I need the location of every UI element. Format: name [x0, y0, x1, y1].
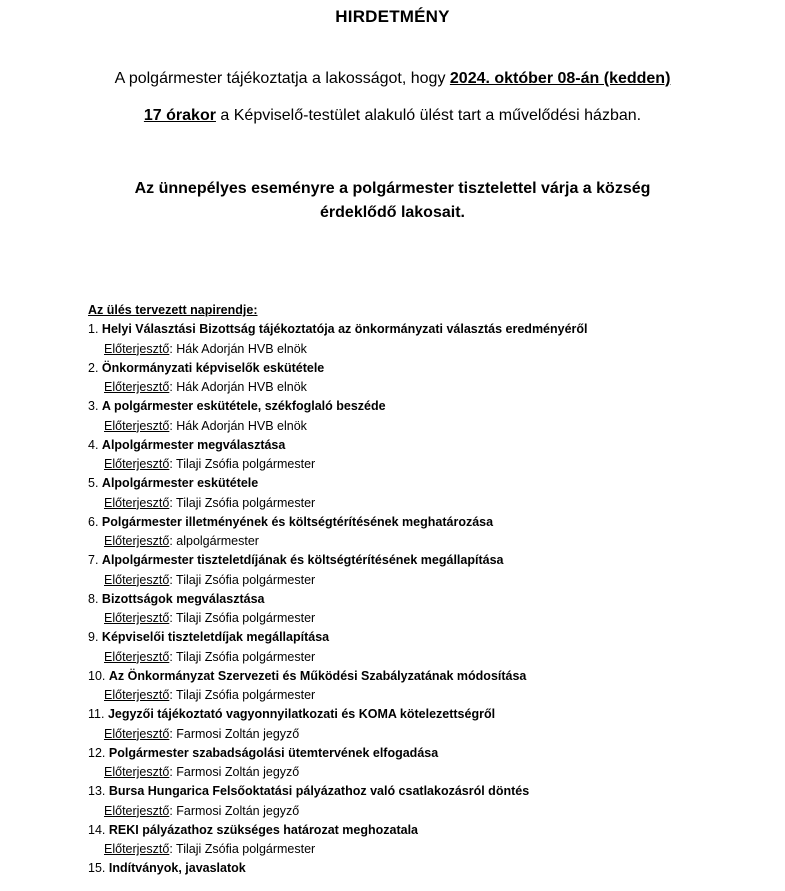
agenda-item-presenter: Előterjesztő: Hák Adorján HVB elnök [104, 418, 307, 433]
presenter-name: Hák Adorján HVB elnök [176, 341, 307, 356]
agenda-section [88, 302, 768, 879]
agenda-list [88, 320, 768, 879]
presenter-name: Tilaji Zsófia polgármester [176, 495, 316, 510]
agenda-item-number: 15. [88, 861, 106, 875]
agenda-item-number: 10. [88, 668, 106, 683]
agenda-item-presenter: Előterjesztő: Farmosi Zoltán jegyző [104, 803, 300, 818]
presenter-name: Hák Adorján HVB elnök [176, 380, 307, 394]
presenter-label: Előterjesztő [104, 572, 170, 587]
agenda-item [88, 551, 768, 590]
agenda-item [88, 744, 768, 783]
agenda-item-title [88, 705, 768, 725]
agenda-item-presenter: Előterjesztő: alpolgármester [104, 534, 259, 548]
agenda-item-text: Alpolgármester eskütétele [101, 476, 259, 490]
agenda-item-number: 3. [88, 399, 99, 413]
intro-line-1 [0, 70, 785, 88]
agenda-item [88, 667, 768, 706]
agenda-item-presenter: Előterjesztő: Tilaji Zsófia polgármester [104, 688, 316, 702]
agenda-item-number: 5. [88, 476, 99, 490]
agenda-item-number: 7. [88, 553, 99, 567]
agenda-item-presenter: Előterjesztő: Tilaji Zsófia polgármester [104, 572, 316, 587]
agenda-item [88, 320, 768, 359]
agenda-item [88, 474, 768, 513]
agenda-item-text: Jegyzői tájékoztató vagyonnyilatkozati és KOMA kötelezettségről [107, 707, 496, 721]
agenda-item-text: Bursa Hungarica Felsőoktatási pályázathoz való csatlakozásról döntés [108, 784, 530, 798]
presenter-name: Tilaji Zsófia polgármester [176, 649, 316, 664]
presenter-name: Farmosi Zoltán jegyző [176, 726, 300, 741]
presenter-name: Tilaji Zsófia polgármester [176, 572, 316, 587]
agenda-item-text: Helyi Választási Bizottság tájékoztatója az önkormányzati választás eredményéről [101, 322, 588, 336]
presenter-name: Tilaji Zsófia polgármester [176, 688, 316, 702]
agenda-item-title [88, 397, 768, 417]
agenda-item-number: 14. [88, 822, 106, 837]
agenda-item-title [88, 551, 768, 571]
agenda-item [88, 436, 768, 475]
agenda-item-text: Az Önkormányzat Szervezeti és Működési Szabályzatának módosítása [108, 668, 527, 683]
agenda-item [88, 782, 768, 821]
agenda-item-title [88, 474, 768, 494]
agenda-item-title [88, 359, 768, 379]
presenter-name: Tilaji Zsófia polgármester [176, 842, 316, 856]
agenda-item-number: 6. [88, 514, 99, 529]
agenda-item-title [88, 667, 768, 687]
agenda-item-number: 4. [88, 437, 99, 452]
agenda-item-title [88, 590, 768, 610]
agenda-item-title [88, 782, 768, 802]
agenda-item-text: Alpolgármester tiszteletdíjának és költségtérítésének megállapítása [101, 553, 504, 567]
agenda-item-text: Polgármester szabadságolási ütemtervének elfogadása [108, 745, 439, 760]
presenter-label: Előterjesztő [104, 649, 170, 664]
agenda-item [88, 705, 768, 744]
agenda-item [88, 821, 768, 860]
presenter-name: Tilaji Zsófia polgármester [176, 611, 316, 625]
agenda-item-presenter: Előterjesztő: Tilaji Zsófia polgármester [104, 495, 316, 510]
intro-line-1-text: A polgármester tájékoztatja a lakosságot, hogy [114, 70, 450, 87]
agenda-item-title [88, 628, 768, 648]
agenda-heading: Az ülés tervezett napirendje: [88, 303, 258, 317]
agenda-item-text: Alpolgármester megválasztása [101, 437, 286, 452]
presenter-label: Előterjesztő [104, 803, 170, 818]
agenda-item-text: A polgármester eskütétele, székfoglaló beszéde [101, 399, 386, 413]
presenter-label: Előterjesztő [104, 380, 170, 394]
agenda-item-text: Bizottságok megválasztása [101, 591, 265, 606]
agenda-item-title [88, 744, 768, 764]
presenter-label: Előterjesztő [104, 495, 170, 510]
presenter-name: alpolgármester [176, 534, 259, 548]
presenter-label: Előterjesztő [104, 726, 170, 741]
agenda-item-number: 1. [88, 322, 99, 336]
presenter-label: Előterjesztő [104, 688, 170, 702]
presenter-label: Előterjesztő [104, 341, 170, 356]
agenda-item-number: 9. [88, 630, 99, 644]
presenter-name: Tilaji Zsófia polgármester [176, 457, 316, 471]
meeting-time: 17 órakor [143, 107, 216, 124]
presenter-name: Hák Adorján HVB elnök [176, 418, 307, 433]
presenter-label: Előterjesztő [104, 765, 170, 779]
meeting-date: 2024. október 08-án (kedden) [449, 70, 671, 87]
agenda-item-presenter: Előterjesztő: Tilaji Zsófia polgármester [104, 611, 316, 625]
agenda-item-title [88, 859, 768, 879]
agenda-item-text: Polgármester illetményének és költségtérítésének meghatározása [101, 514, 494, 529]
presenter-name: Farmosi Zoltán jegyző [176, 803, 300, 818]
agenda-item [88, 859, 768, 879]
agenda-item-title [88, 320, 768, 340]
presenter-label: Előterjesztő [104, 842, 170, 856]
agenda-item-number: 12. [88, 745, 106, 760]
agenda-item [88, 628, 768, 667]
agenda-item-number: 8. [88, 591, 99, 606]
closing-line-2: érdeklődő lakosait. [320, 204, 465, 221]
intro-line-2-text: a Képviselő-testület alakuló ülést tart a művelődési házban. [215, 107, 642, 124]
presenter-name: Farmosi Zoltán jegyző [176, 765, 300, 779]
agenda-item-presenter: Előterjesztő: Hák Adorján HVB elnök [104, 341, 307, 356]
presenter-label: Előterjesztő [104, 418, 170, 433]
agenda-item-title [88, 821, 768, 841]
agenda-item-number: 13. [88, 784, 106, 798]
document-title: HIRDETMÉNY [335, 7, 450, 26]
agenda-item-text: REKI pályázathoz szükséges határozat meghozatala [108, 822, 418, 837]
agenda-item-presenter: Előterjesztő: Farmosi Zoltán jegyző [104, 726, 300, 741]
agenda-item-number: 2. [88, 360, 99, 375]
agenda-item-presenter: Előterjesztő: Hák Adorján HVB elnök [104, 380, 307, 394]
agenda-item [88, 590, 768, 629]
closing-line-1: Az ünnepélyes eseményre a polgármester tisztelettel várja a község [134, 180, 651, 197]
agenda-item-title [88, 513, 768, 533]
presenter-label: Előterjesztő [104, 457, 170, 471]
agenda-item-text: Indítványok, javaslatok [108, 861, 246, 875]
agenda-item [88, 397, 768, 436]
agenda-item-text: Önkormányzati képviselők eskütétele [101, 360, 325, 375]
agenda-item-presenter: Előterjesztő: Tilaji Zsófia polgármester [104, 842, 316, 856]
agenda-item-presenter: Előterjesztő: Tilaji Zsófia polgármester [104, 649, 316, 664]
presenter-label: Előterjesztő [104, 534, 170, 548]
presenter-label: Előterjesztő [104, 611, 170, 625]
intro-line-2 [0, 107, 785, 125]
agenda-item-presenter: Előterjesztő: Farmosi Zoltán jegyző [104, 765, 300, 779]
agenda-item [88, 513, 768, 552]
agenda-item-number: 11. [88, 707, 105, 721]
agenda-item-title [88, 436, 768, 456]
agenda-item-text: Képviselői tiszteletdíjak megállapítása [101, 630, 330, 644]
agenda-item [88, 359, 768, 398]
closing-statement [0, 177, 785, 225]
agenda-item-presenter: Előterjesztő: Tilaji Zsófia polgármester [104, 457, 316, 471]
